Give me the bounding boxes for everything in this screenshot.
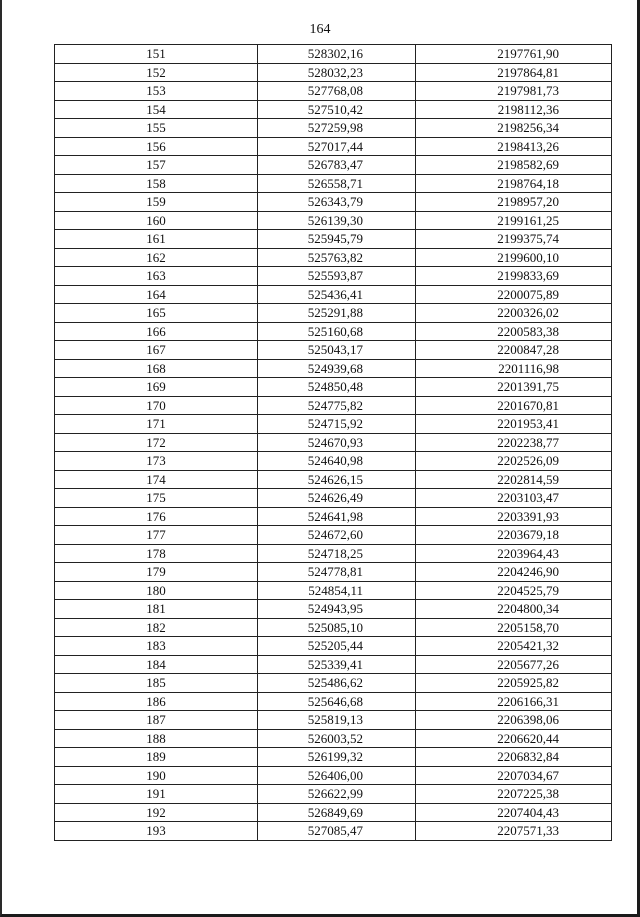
point-number-cell: 188 bbox=[55, 729, 258, 748]
table-row bbox=[55, 433, 612, 452]
y-coordinate-cell: 2205158,70 bbox=[416, 618, 612, 637]
x-coordinate-cell: 524943,95 bbox=[258, 600, 416, 619]
point-number-cell: 165 bbox=[55, 304, 258, 323]
table-row bbox=[55, 156, 612, 175]
point-number-cell: 187 bbox=[55, 711, 258, 730]
x-coordinate-cell: 526558,71 bbox=[258, 174, 416, 193]
table-row bbox=[55, 82, 612, 101]
x-coordinate-cell: 527510,42 bbox=[258, 100, 416, 119]
y-coordinate-cell: 2199833,69 bbox=[416, 267, 612, 286]
y-coordinate-cell: 2204800,34 bbox=[416, 600, 612, 619]
point-number-cell: 177 bbox=[55, 526, 258, 545]
table-row bbox=[55, 211, 612, 230]
point-number-cell: 168 bbox=[55, 359, 258, 378]
point-number-cell: 172 bbox=[55, 433, 258, 452]
table-row bbox=[55, 248, 612, 267]
x-coordinate-cell: 527259,98 bbox=[258, 119, 416, 138]
y-coordinate-cell: 2207225,38 bbox=[416, 785, 612, 804]
x-coordinate-cell: 525205,44 bbox=[258, 637, 416, 656]
y-coordinate-cell: 2198112,36 bbox=[416, 100, 612, 119]
table-row bbox=[55, 267, 612, 286]
table-row bbox=[55, 507, 612, 526]
y-coordinate-cell: 2197981,73 bbox=[416, 82, 612, 101]
y-coordinate-cell: 2205925,82 bbox=[416, 674, 612, 693]
y-coordinate-cell: 2203103,47 bbox=[416, 489, 612, 508]
x-coordinate-cell: 524778,81 bbox=[258, 563, 416, 582]
table-row bbox=[55, 581, 612, 600]
table-row bbox=[55, 396, 612, 415]
table-row bbox=[55, 600, 612, 619]
y-coordinate-cell: 2202526,09 bbox=[416, 452, 612, 471]
x-coordinate-cell: 526406,00 bbox=[258, 766, 416, 785]
table-row bbox=[55, 729, 612, 748]
x-coordinate-cell: 525339,41 bbox=[258, 655, 416, 674]
x-coordinate-cell: 526003,52 bbox=[258, 729, 416, 748]
table-row bbox=[55, 45, 612, 64]
point-number-cell: 170 bbox=[55, 396, 258, 415]
x-coordinate-cell: 525646,68 bbox=[258, 692, 416, 711]
x-coordinate-cell: 524718,25 bbox=[258, 544, 416, 563]
x-coordinate-cell: 525763,82 bbox=[258, 248, 416, 267]
y-coordinate-cell: 2207404,43 bbox=[416, 803, 612, 822]
point-number-cell: 151 bbox=[55, 45, 258, 64]
y-coordinate-cell: 2197864,81 bbox=[416, 63, 612, 82]
y-coordinate-cell: 2205421,32 bbox=[416, 637, 612, 656]
table-row bbox=[55, 748, 612, 767]
table-row bbox=[55, 415, 612, 434]
table-row bbox=[55, 193, 612, 212]
y-coordinate-cell: 2202238,77 bbox=[416, 433, 612, 452]
table-row bbox=[55, 489, 612, 508]
y-coordinate-cell: 2203964,43 bbox=[416, 544, 612, 563]
point-number-cell: 183 bbox=[55, 637, 258, 656]
point-number-cell: 152 bbox=[55, 63, 258, 82]
table-row bbox=[55, 803, 612, 822]
point-number-cell: 160 bbox=[55, 211, 258, 230]
y-coordinate-cell: 2206166,31 bbox=[416, 692, 612, 711]
point-number-cell: 173 bbox=[55, 452, 258, 471]
table-row bbox=[55, 692, 612, 711]
x-coordinate-cell: 527017,44 bbox=[258, 137, 416, 156]
table-row bbox=[55, 378, 612, 397]
point-number-cell: 179 bbox=[55, 563, 258, 582]
page-number: 164 bbox=[309, 22, 331, 37]
y-coordinate-cell: 2203391,93 bbox=[416, 507, 612, 526]
table-row bbox=[55, 119, 612, 138]
table-row bbox=[55, 674, 612, 693]
table-row bbox=[55, 322, 612, 341]
y-coordinate-cell: 2206832,84 bbox=[416, 748, 612, 767]
y-coordinate-cell: 2200326,02 bbox=[416, 304, 612, 323]
point-number-cell: 186 bbox=[55, 692, 258, 711]
y-coordinate-cell: 2204525,79 bbox=[416, 581, 612, 600]
point-number-cell: 193 bbox=[55, 822, 258, 841]
x-coordinate-cell: 524854,11 bbox=[258, 581, 416, 600]
point-number-cell: 155 bbox=[55, 119, 258, 138]
y-coordinate-cell: 2198582,69 bbox=[416, 156, 612, 175]
table-row bbox=[55, 637, 612, 656]
point-number-cell: 162 bbox=[55, 248, 258, 267]
y-coordinate-cell: 2201953,41 bbox=[416, 415, 612, 434]
table-row bbox=[55, 100, 612, 119]
point-number-cell: 176 bbox=[55, 507, 258, 526]
point-number-cell: 166 bbox=[55, 322, 258, 341]
x-coordinate-cell: 526343,79 bbox=[258, 193, 416, 212]
x-coordinate-cell: 527085,47 bbox=[258, 822, 416, 841]
point-number-cell: 185 bbox=[55, 674, 258, 693]
x-coordinate-cell: 524850,48 bbox=[258, 378, 416, 397]
table-row bbox=[55, 304, 612, 323]
x-coordinate-cell: 525486,62 bbox=[258, 674, 416, 693]
x-coordinate-cell: 524626,15 bbox=[258, 470, 416, 489]
x-coordinate-cell: 525160,68 bbox=[258, 322, 416, 341]
table-row bbox=[55, 822, 612, 841]
table-row bbox=[55, 711, 612, 730]
x-coordinate-cell: 525291,88 bbox=[258, 304, 416, 323]
table-row bbox=[55, 359, 612, 378]
coordinates-table-body bbox=[55, 45, 612, 841]
y-coordinate-cell: 2199600,10 bbox=[416, 248, 612, 267]
table-row bbox=[55, 563, 612, 582]
point-number-cell: 158 bbox=[55, 174, 258, 193]
x-coordinate-cell: 524626,49 bbox=[258, 489, 416, 508]
table-row bbox=[55, 341, 612, 360]
x-coordinate-cell: 524939,68 bbox=[258, 359, 416, 378]
point-number-cell: 161 bbox=[55, 230, 258, 249]
x-coordinate-cell: 525819,13 bbox=[258, 711, 416, 730]
point-number-cell: 181 bbox=[55, 600, 258, 619]
y-coordinate-cell: 2207571,33 bbox=[416, 822, 612, 841]
table-row bbox=[55, 470, 612, 489]
y-coordinate-cell: 2198957,20 bbox=[416, 193, 612, 212]
y-coordinate-cell: 2201391,75 bbox=[416, 378, 612, 397]
table-row bbox=[55, 526, 612, 545]
x-coordinate-cell: 526199,32 bbox=[258, 748, 416, 767]
y-coordinate-cell: 2199161,25 bbox=[416, 211, 612, 230]
point-number-cell: 178 bbox=[55, 544, 258, 563]
point-number-cell: 184 bbox=[55, 655, 258, 674]
y-coordinate-cell: 2202814,59 bbox=[416, 470, 612, 489]
point-number-cell: 175 bbox=[55, 489, 258, 508]
point-number-cell: 192 bbox=[55, 803, 258, 822]
x-coordinate-cell: 525043,17 bbox=[258, 341, 416, 360]
y-coordinate-cell: 2197761,90 bbox=[416, 45, 612, 64]
x-coordinate-cell: 526139,30 bbox=[258, 211, 416, 230]
y-coordinate-cell: 2201670,81 bbox=[416, 396, 612, 415]
x-coordinate-cell: 524641,98 bbox=[258, 507, 416, 526]
point-number-cell: 169 bbox=[55, 378, 258, 397]
y-coordinate-cell: 2200847,28 bbox=[416, 341, 612, 360]
point-number-cell: 153 bbox=[55, 82, 258, 101]
point-number-cell: 191 bbox=[55, 785, 258, 804]
table-row bbox=[55, 785, 612, 804]
y-coordinate-cell: 2204246,90 bbox=[416, 563, 612, 582]
table-row bbox=[55, 655, 612, 674]
point-number-cell: 171 bbox=[55, 415, 258, 434]
x-coordinate-cell: 524670,93 bbox=[258, 433, 416, 452]
point-number-cell: 163 bbox=[55, 267, 258, 286]
table-row bbox=[55, 452, 612, 471]
x-coordinate-cell: 525085,10 bbox=[258, 618, 416, 637]
x-coordinate-cell: 524640,98 bbox=[258, 452, 416, 471]
y-coordinate-cell: 2206398,06 bbox=[416, 711, 612, 730]
y-coordinate-cell: 2200075,89 bbox=[416, 285, 612, 304]
x-coordinate-cell: 526849,69 bbox=[258, 803, 416, 822]
point-number-cell: 189 bbox=[55, 748, 258, 767]
point-number-cell: 157 bbox=[55, 156, 258, 175]
x-coordinate-cell: 525593,87 bbox=[258, 267, 416, 286]
x-coordinate-cell: 526783,47 bbox=[258, 156, 416, 175]
point-number-cell: 154 bbox=[55, 100, 258, 119]
y-coordinate-cell: 2200583,38 bbox=[416, 322, 612, 341]
table-row bbox=[55, 618, 612, 637]
table-row bbox=[55, 137, 612, 156]
x-coordinate-cell: 528032,23 bbox=[258, 63, 416, 82]
coordinates-table bbox=[54, 44, 612, 841]
y-coordinate-cell: 2206620,44 bbox=[416, 729, 612, 748]
y-coordinate-cell: 2205677,26 bbox=[416, 655, 612, 674]
table-row bbox=[55, 544, 612, 563]
table-row bbox=[55, 766, 612, 785]
point-number-cell: 190 bbox=[55, 766, 258, 785]
point-number-cell: 156 bbox=[55, 137, 258, 156]
x-coordinate-cell: 524672,60 bbox=[258, 526, 416, 545]
table-row bbox=[55, 285, 612, 304]
table-row bbox=[55, 174, 612, 193]
point-number-cell: 164 bbox=[55, 285, 258, 304]
x-coordinate-cell: 525945,79 bbox=[258, 230, 416, 249]
x-coordinate-cell: 527768,08 bbox=[258, 82, 416, 101]
x-coordinate-cell: 525436,41 bbox=[258, 285, 416, 304]
y-coordinate-cell: 2201116,98 bbox=[416, 359, 612, 378]
y-coordinate-cell: 2198413,26 bbox=[416, 137, 612, 156]
point-number-cell: 182 bbox=[55, 618, 258, 637]
y-coordinate-cell: 2198764,18 bbox=[416, 174, 612, 193]
x-coordinate-cell: 528302,16 bbox=[258, 45, 416, 64]
point-number-cell: 167 bbox=[55, 341, 258, 360]
table-row bbox=[55, 63, 612, 82]
x-coordinate-cell: 524775,82 bbox=[258, 396, 416, 415]
y-coordinate-cell: 2198256,34 bbox=[416, 119, 612, 138]
point-number-cell: 180 bbox=[55, 581, 258, 600]
y-coordinate-cell: 2207034,67 bbox=[416, 766, 612, 785]
y-coordinate-cell: 2203679,18 bbox=[416, 526, 612, 545]
x-coordinate-cell: 524715,92 bbox=[258, 415, 416, 434]
table-row bbox=[55, 230, 612, 249]
point-number-cell: 174 bbox=[55, 470, 258, 489]
y-coordinate-cell: 2199375,74 bbox=[416, 230, 612, 249]
point-number-cell: 159 bbox=[55, 193, 258, 212]
x-coordinate-cell: 526622,99 bbox=[258, 785, 416, 804]
